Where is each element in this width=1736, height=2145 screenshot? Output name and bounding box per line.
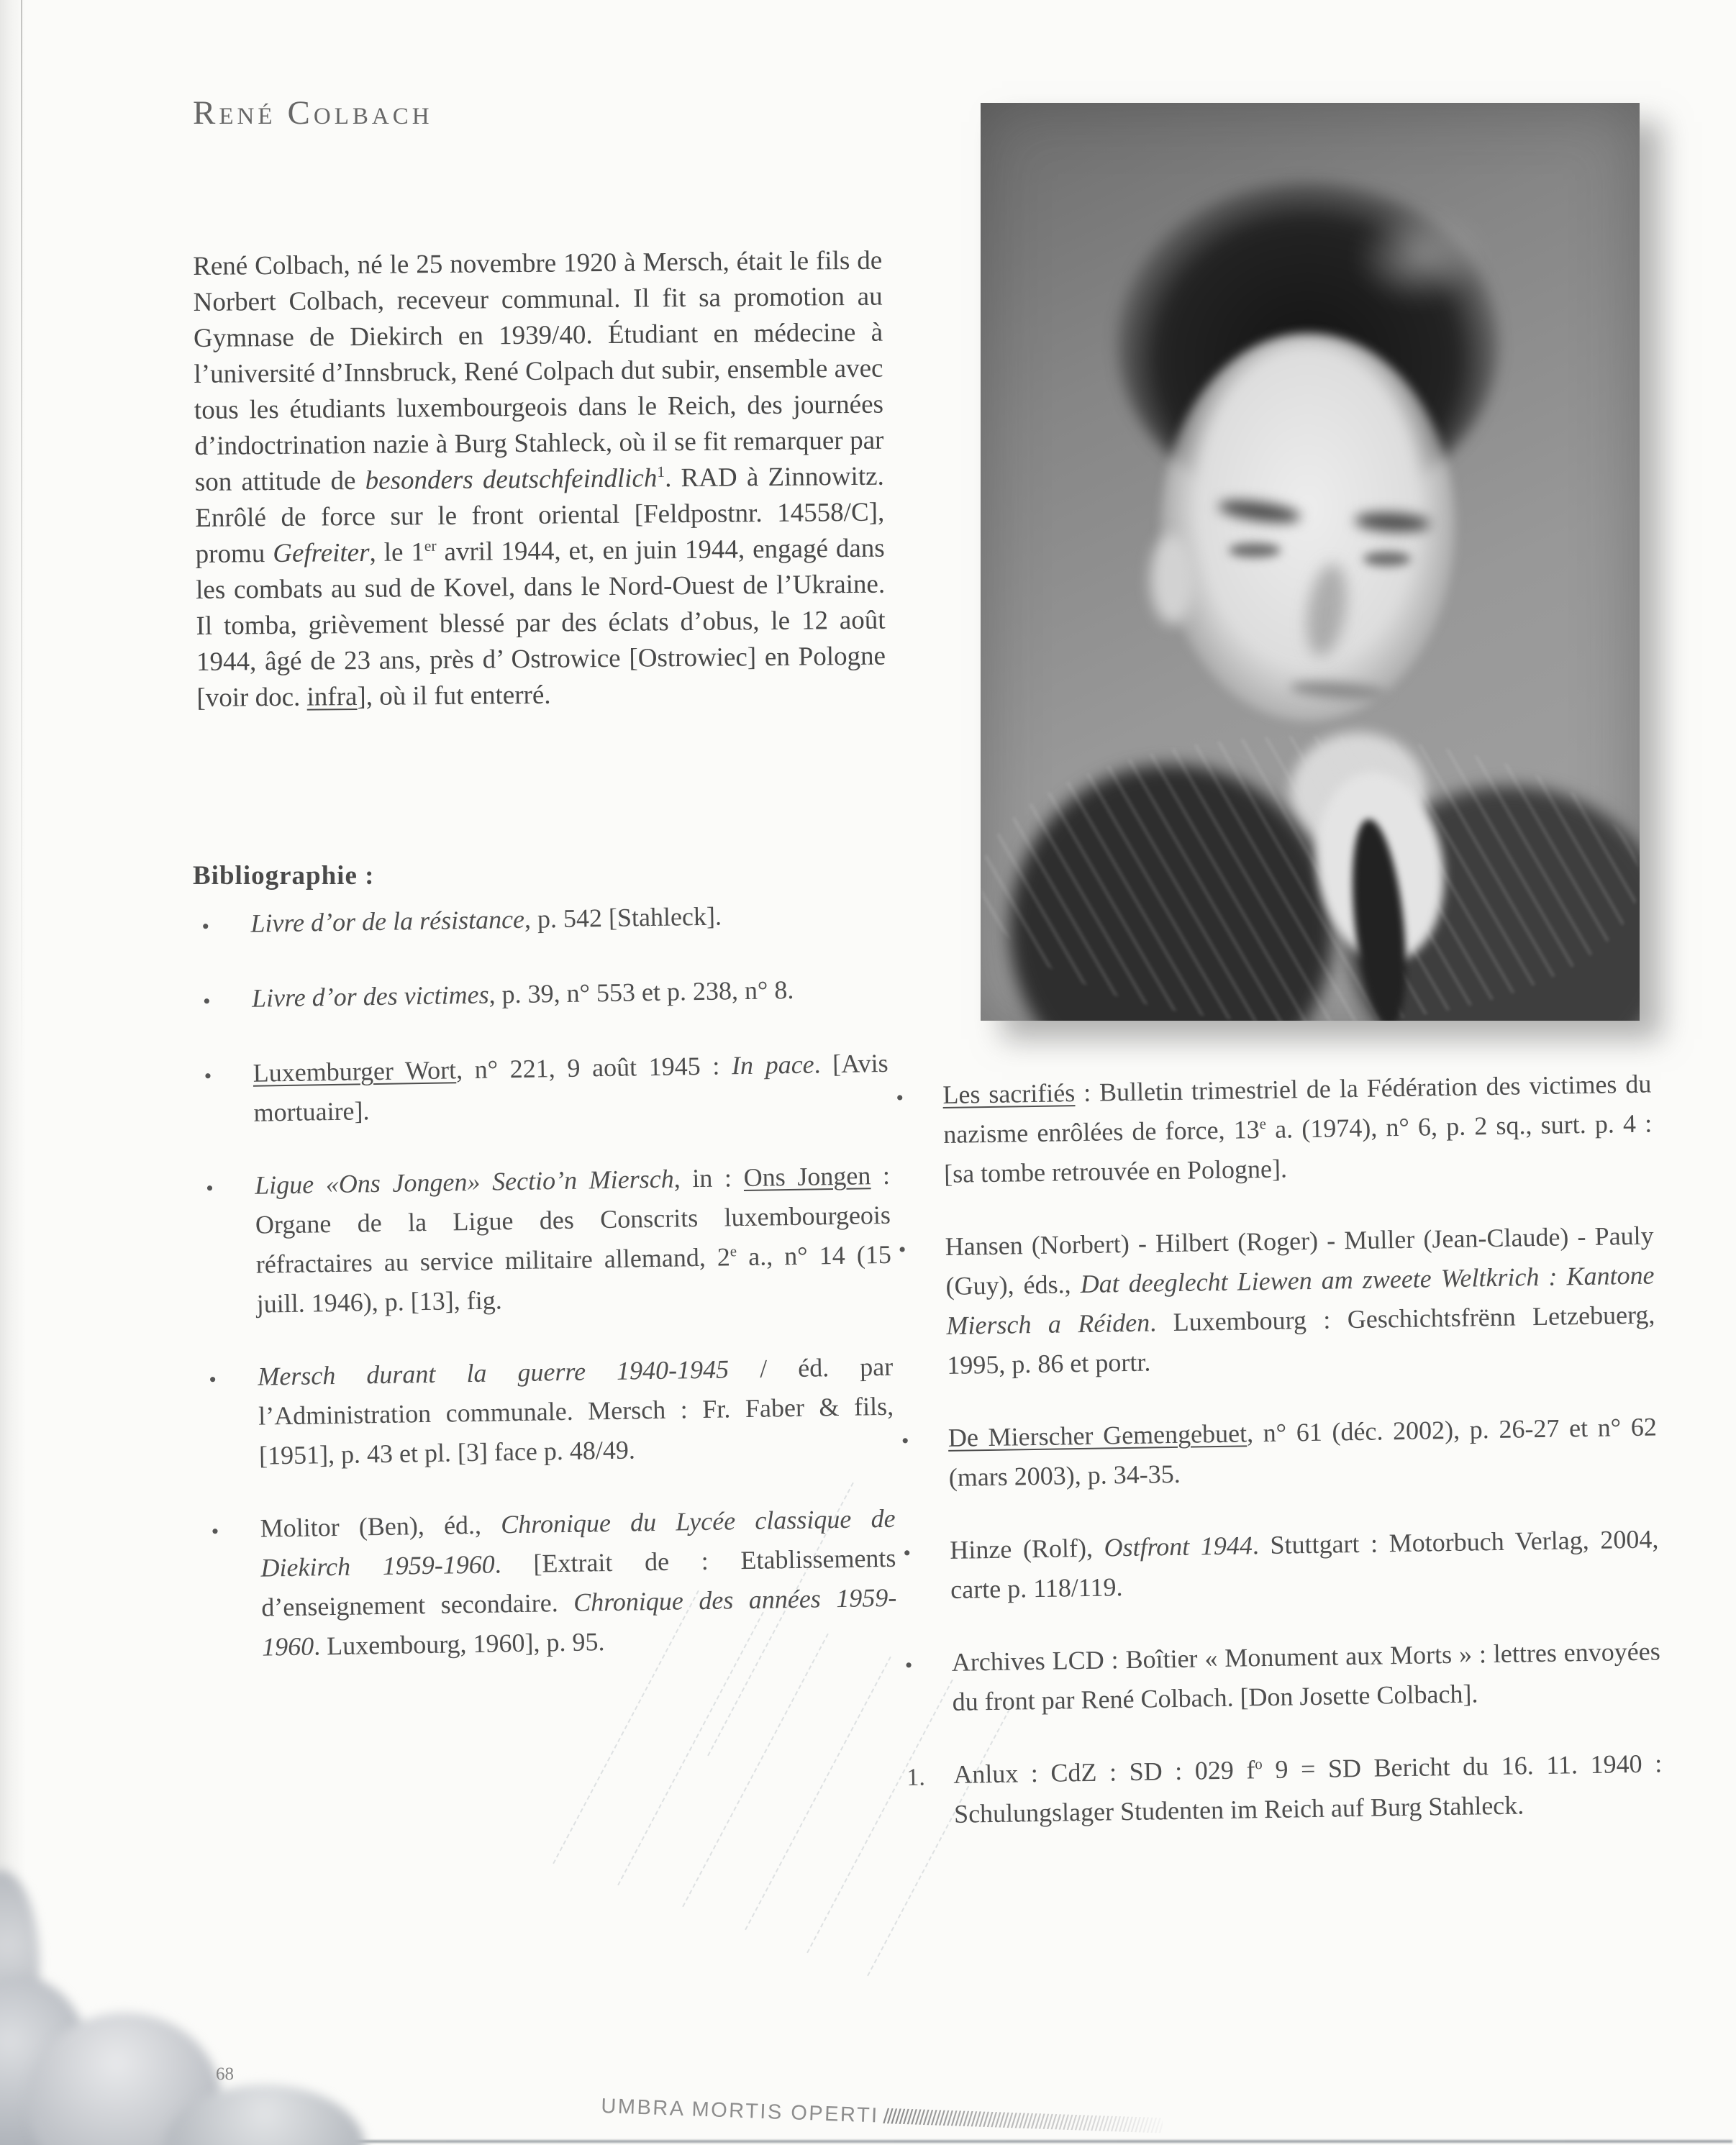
entry-text — [250, 894, 886, 946]
bullet-marker: • — [903, 1541, 912, 1565]
page-number: 68 — [216, 2064, 234, 2084]
text-segment: Livre d’or de la résistance — [250, 904, 525, 938]
photo-ear-shape — [1150, 534, 1195, 624]
text-segment: Gefreiter — [273, 537, 370, 569]
text-segment: , le 1 — [369, 537, 425, 568]
bullet-marker: • — [205, 1176, 214, 1201]
bibliography-entry — [200, 1347, 894, 1477]
bullet-marker: • — [901, 1429, 909, 1453]
entry-text — [950, 1519, 1660, 1609]
bibliography-entry — [193, 894, 886, 947]
text-segment: er — [424, 537, 437, 555]
bibliography-entry — [898, 1216, 1655, 1385]
entry-text — [953, 1744, 1663, 1834]
text-segment: Luxemburger Wort — [253, 1055, 457, 1088]
bibliography-entry — [904, 1631, 1661, 1722]
footnote-entry — [906, 1744, 1663, 1834]
text-segment: o — [1255, 1755, 1263, 1773]
bibliography-heading: Bibliographie : — [193, 861, 375, 891]
text-segment: , in : — [673, 1163, 744, 1193]
photo-eye-shape — [1229, 543, 1281, 557]
text-segment: . [Extrait de : Etablissements d’enseignement secondaire. — [261, 1543, 896, 1622]
text-segment: Hansen (Norbert) - Hilbert (Roger) - Muller (Jean-Claude) - Pauly (Guy), éds., — [945, 1221, 1654, 1301]
text-segment: a., n° 14 (15 juill. 1946), p. [13], fig. — [256, 1239, 892, 1319]
text-segment: : Bulletin trimestriel de la Fédération des victimes du nazisme enrôlées de force, 13 — [942, 1069, 1652, 1149]
title-word: COLBACH — [287, 94, 433, 132]
text-segment: . RAD à Zinnowitz. Enrôlé de force sur le front oriental [Feldpostnr. 14558/C], promu — [195, 461, 885, 569]
bullet-marker: • — [904, 1653, 913, 1677]
text-segment: ], où il fut enterré. — [357, 680, 551, 712]
text-segment: Ons Jongen — [743, 1161, 871, 1193]
footnote-number: 1. — [906, 1764, 926, 1791]
bullet-marker: • — [209, 1367, 217, 1392]
text-segment: . [Avis mortuaire]. — [253, 1048, 889, 1127]
text-segment: 9 = SD Bericht du 16. 11. 1940 : Schulungslager Studenten im Reich auf Burg Stahleck. — [953, 1749, 1663, 1829]
text-segment: Ostfront 1944 — [1104, 1531, 1253, 1562]
entry-text — [258, 1347, 894, 1476]
footer-motto — [601, 2095, 1163, 2139]
biography-paragraph — [193, 243, 886, 716]
text-segment: Chronique du Lycée classique de Diekirch 1959-1960 — [260, 1503, 896, 1582]
text-segment: Anlux : CdZ : SD : 029 f — [953, 1755, 1255, 1789]
bullet-marker: • — [896, 1085, 904, 1110]
text-segment: , p. 39, n° 553 et p. 238, n° 8. — [488, 975, 794, 1009]
photo-hair-highlight — [1355, 211, 1484, 304]
text-segment: Mersch durant la guerre 1940-1945 — [257, 1354, 730, 1391]
text-segment: e — [1259, 1114, 1267, 1133]
bibliography-entry — [195, 1044, 889, 1134]
text-segment: Livre d’or des victimes — [251, 980, 489, 1013]
entry-text — [951, 1631, 1661, 1721]
entry-text — [947, 1407, 1658, 1497]
page-title — [193, 94, 445, 132]
bullet-marker: • — [211, 1519, 219, 1544]
bullet-marker: • — [898, 1237, 906, 1262]
title-word: RENÉ — [193, 94, 276, 132]
text-segment: , p. 542 [Stahleck]. — [524, 901, 722, 934]
text-segment: In pace — [731, 1049, 814, 1080]
page-bottom-edge — [186, 2140, 1732, 2143]
text-segment: Chronique des années 1959-1960 — [261, 1582, 897, 1662]
text-segment: Ligue «Ons Jongen» Sectio’n Miersch — [254, 1164, 674, 1200]
text-segment: Les sacrifiés — [942, 1078, 1076, 1109]
text-segment: . Luxembourg : Geschichtsfrënn Letzebuerg, 1995, p. 86 et portr. — [947, 1300, 1655, 1380]
bibliography-entry — [197, 1156, 892, 1325]
text-segment: besonders deutschfeindlich — [365, 463, 658, 496]
text-segment: a. (1974), n° 6, p. 2 sq., surt. p. 4 : [sa tombe retrouvée en Pologne]. — [943, 1108, 1653, 1188]
bibliography-right-column — [896, 1065, 1663, 1868]
bullet-marker: • — [201, 914, 210, 939]
bibliography-entry — [202, 1499, 897, 1668]
bibliography-entry — [901, 1407, 1658, 1498]
bibliography-entry — [194, 969, 888, 1021]
photo-suit-pinstripes — [981, 736, 1640, 1021]
text-segment: . Luxembourg, 1960], p. 95. — [313, 1627, 605, 1661]
bibliography-entry — [903, 1519, 1660, 1610]
entry-text — [255, 1156, 892, 1324]
portrait-photo — [981, 103, 1640, 1021]
bibliography-entry — [896, 1065, 1653, 1195]
text-segment: 1 — [657, 463, 665, 481]
photo-eye-shape — [1363, 552, 1411, 566]
text-segment: . Stuttgart : Motorbuch Verlag, 2004, carte p. 118/119. — [950, 1524, 1659, 1604]
entry-text — [260, 1499, 897, 1667]
text-segment: Molitor (Ben), éd., — [260, 1510, 501, 1543]
footer-motto-text: UMBRA MORTIS OPERTI — [600, 2095, 880, 2128]
text-segment: avril 1944, et, en juin 1944, engagé dans les combats au sud de Kovel, dans le Nord-Ouest de l’Ukraine. Il tomba, grièvement blessé par des éclats d’obus, le 12 août 1944, âgé de 23 ans, près d’ Ostrowice [Ostrowiec] en Pologne [voir doc. — [195, 533, 886, 713]
text-segment: Dat deeglecht Liewen am zweete Weltkrich : Kantone Miersch a Réiden — [946, 1260, 1655, 1340]
text-segment: : Organe de la Ligue des Conscrits luxembourgeois réfractaires au service militaire allemand, 2 — [255, 1160, 891, 1279]
entry-text — [942, 1065, 1653, 1194]
bullet-marker: • — [204, 1064, 212, 1088]
text-segment: , n° 61 (déc. 2002), p. 26-27 et n° 62 (mars 2003), p. 34-35. — [948, 1412, 1658, 1492]
bibliography-left-column — [193, 894, 898, 1701]
text-segment: infra — [306, 682, 358, 712]
footer-slashes-decoration: ////////////////////////////////////////////////////////////////////// — [883, 2105, 1163, 2139]
text-segment: Hinze (Rolf), — [950, 1533, 1104, 1565]
text-segment: e — [730, 1242, 737, 1260]
watermark-line — [745, 1657, 891, 1931]
text-segment: De Mierscher Gemengebuet — [947, 1418, 1248, 1452]
text-segment: / éd. par l’Administration communale. Mersch : Fr. Faber & fils, [1951], p. 43 et pl. [3] face p. 48/49. — [258, 1352, 894, 1470]
text-segment: René Colbach, né le 25 novembre 1920 à Mersch, était le fils de Norbert Colbach, receveur communal. Il fit sa promotion au Gymnase de Diekirch en 1939/40. Étudiant en médecine à l’université d’Innsbruck, René Colpach dut subir, ensemble avec tous les étudiants luxembourgeois dans le Reich, des journées d’indoctrination nazie à Burg Stahleck, où il se fit remarquer par son attitude de — [193, 245, 884, 497]
page-fold-line — [21, 0, 22, 1079]
entry-text — [252, 969, 888, 1021]
text-segment: , n° 221, 9 août 1945 : — [455, 1051, 732, 1085]
bullet-marker: • — [202, 989, 211, 1014]
entry-text — [945, 1216, 1655, 1385]
text-segment: Archives LCD : Boîtier « Monument aux Morts » : lettres envoyées du front par René Colbach. [Don Josette Colbach]. — [951, 1636, 1661, 1716]
entry-text — [253, 1044, 889, 1133]
